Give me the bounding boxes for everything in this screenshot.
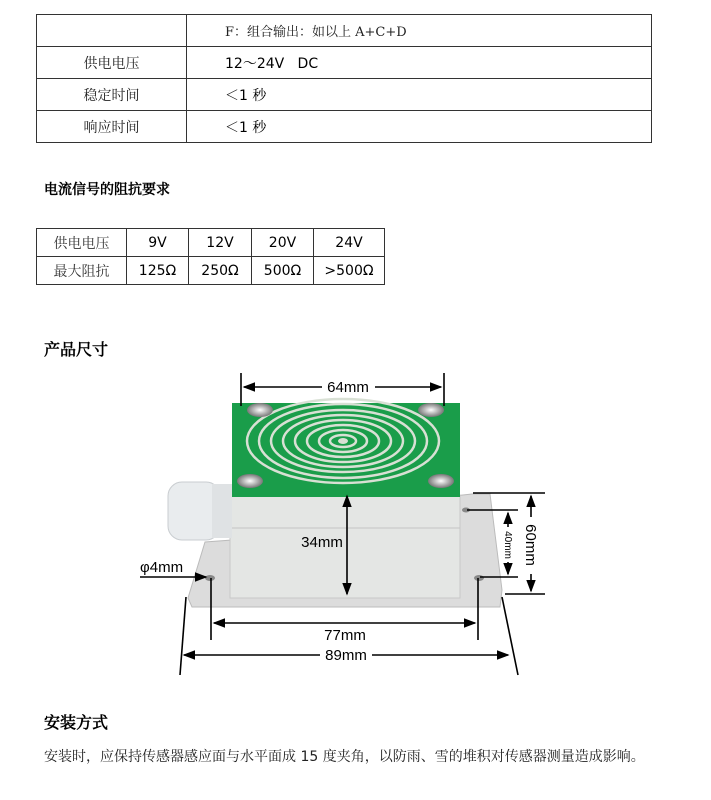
spec-key: 稳定时间 (37, 79, 187, 111)
cell: 12V (189, 229, 252, 257)
cell: 最大阻抗 (37, 257, 127, 285)
spec-value: F：组合输出：如以上 A+C+D (187, 15, 652, 47)
dimensions-heading: 产品尺寸 (44, 340, 109, 359)
sensor-photo (168, 399, 502, 607)
dim-depth: 60mm (522, 524, 539, 566)
spec-key: 供电电压 (37, 47, 187, 79)
spec-value: ＜1 秒 (187, 111, 652, 143)
cell: 24V (314, 229, 385, 257)
cell: 250Ω (189, 257, 252, 285)
cell: 9V (127, 229, 189, 257)
dim-hole-spacing: 77mm (324, 627, 366, 644)
dim-top-width: 64mm (327, 379, 369, 396)
cell: 500Ω (252, 257, 314, 285)
spec-key: 响应时间 (37, 111, 187, 143)
cell: >500Ω (314, 257, 385, 285)
cell: 20V (252, 229, 314, 257)
spec-value: 12～24V DC (187, 47, 652, 79)
cell: 供电电压 (37, 229, 127, 257)
spec-value: ＜1 秒 (187, 79, 652, 111)
installation-heading: 安装方式 (44, 713, 109, 732)
installation-text: 安装时，应保持传感器感应面与水平面成 15 度夹角，以防雨、雪的堆积对传感器测量造成影响。 (44, 749, 645, 765)
dim-hole-spacing-depth: 40mm (502, 531, 513, 559)
dim-hole-diameter: φ4mm (140, 559, 184, 576)
dim-base-width: 89mm (325, 647, 367, 664)
impedance-heading: 电流信号的阻抗要求 (44, 182, 170, 198)
dim-height: 34mm (301, 534, 343, 551)
cell: 125Ω (127, 257, 189, 285)
